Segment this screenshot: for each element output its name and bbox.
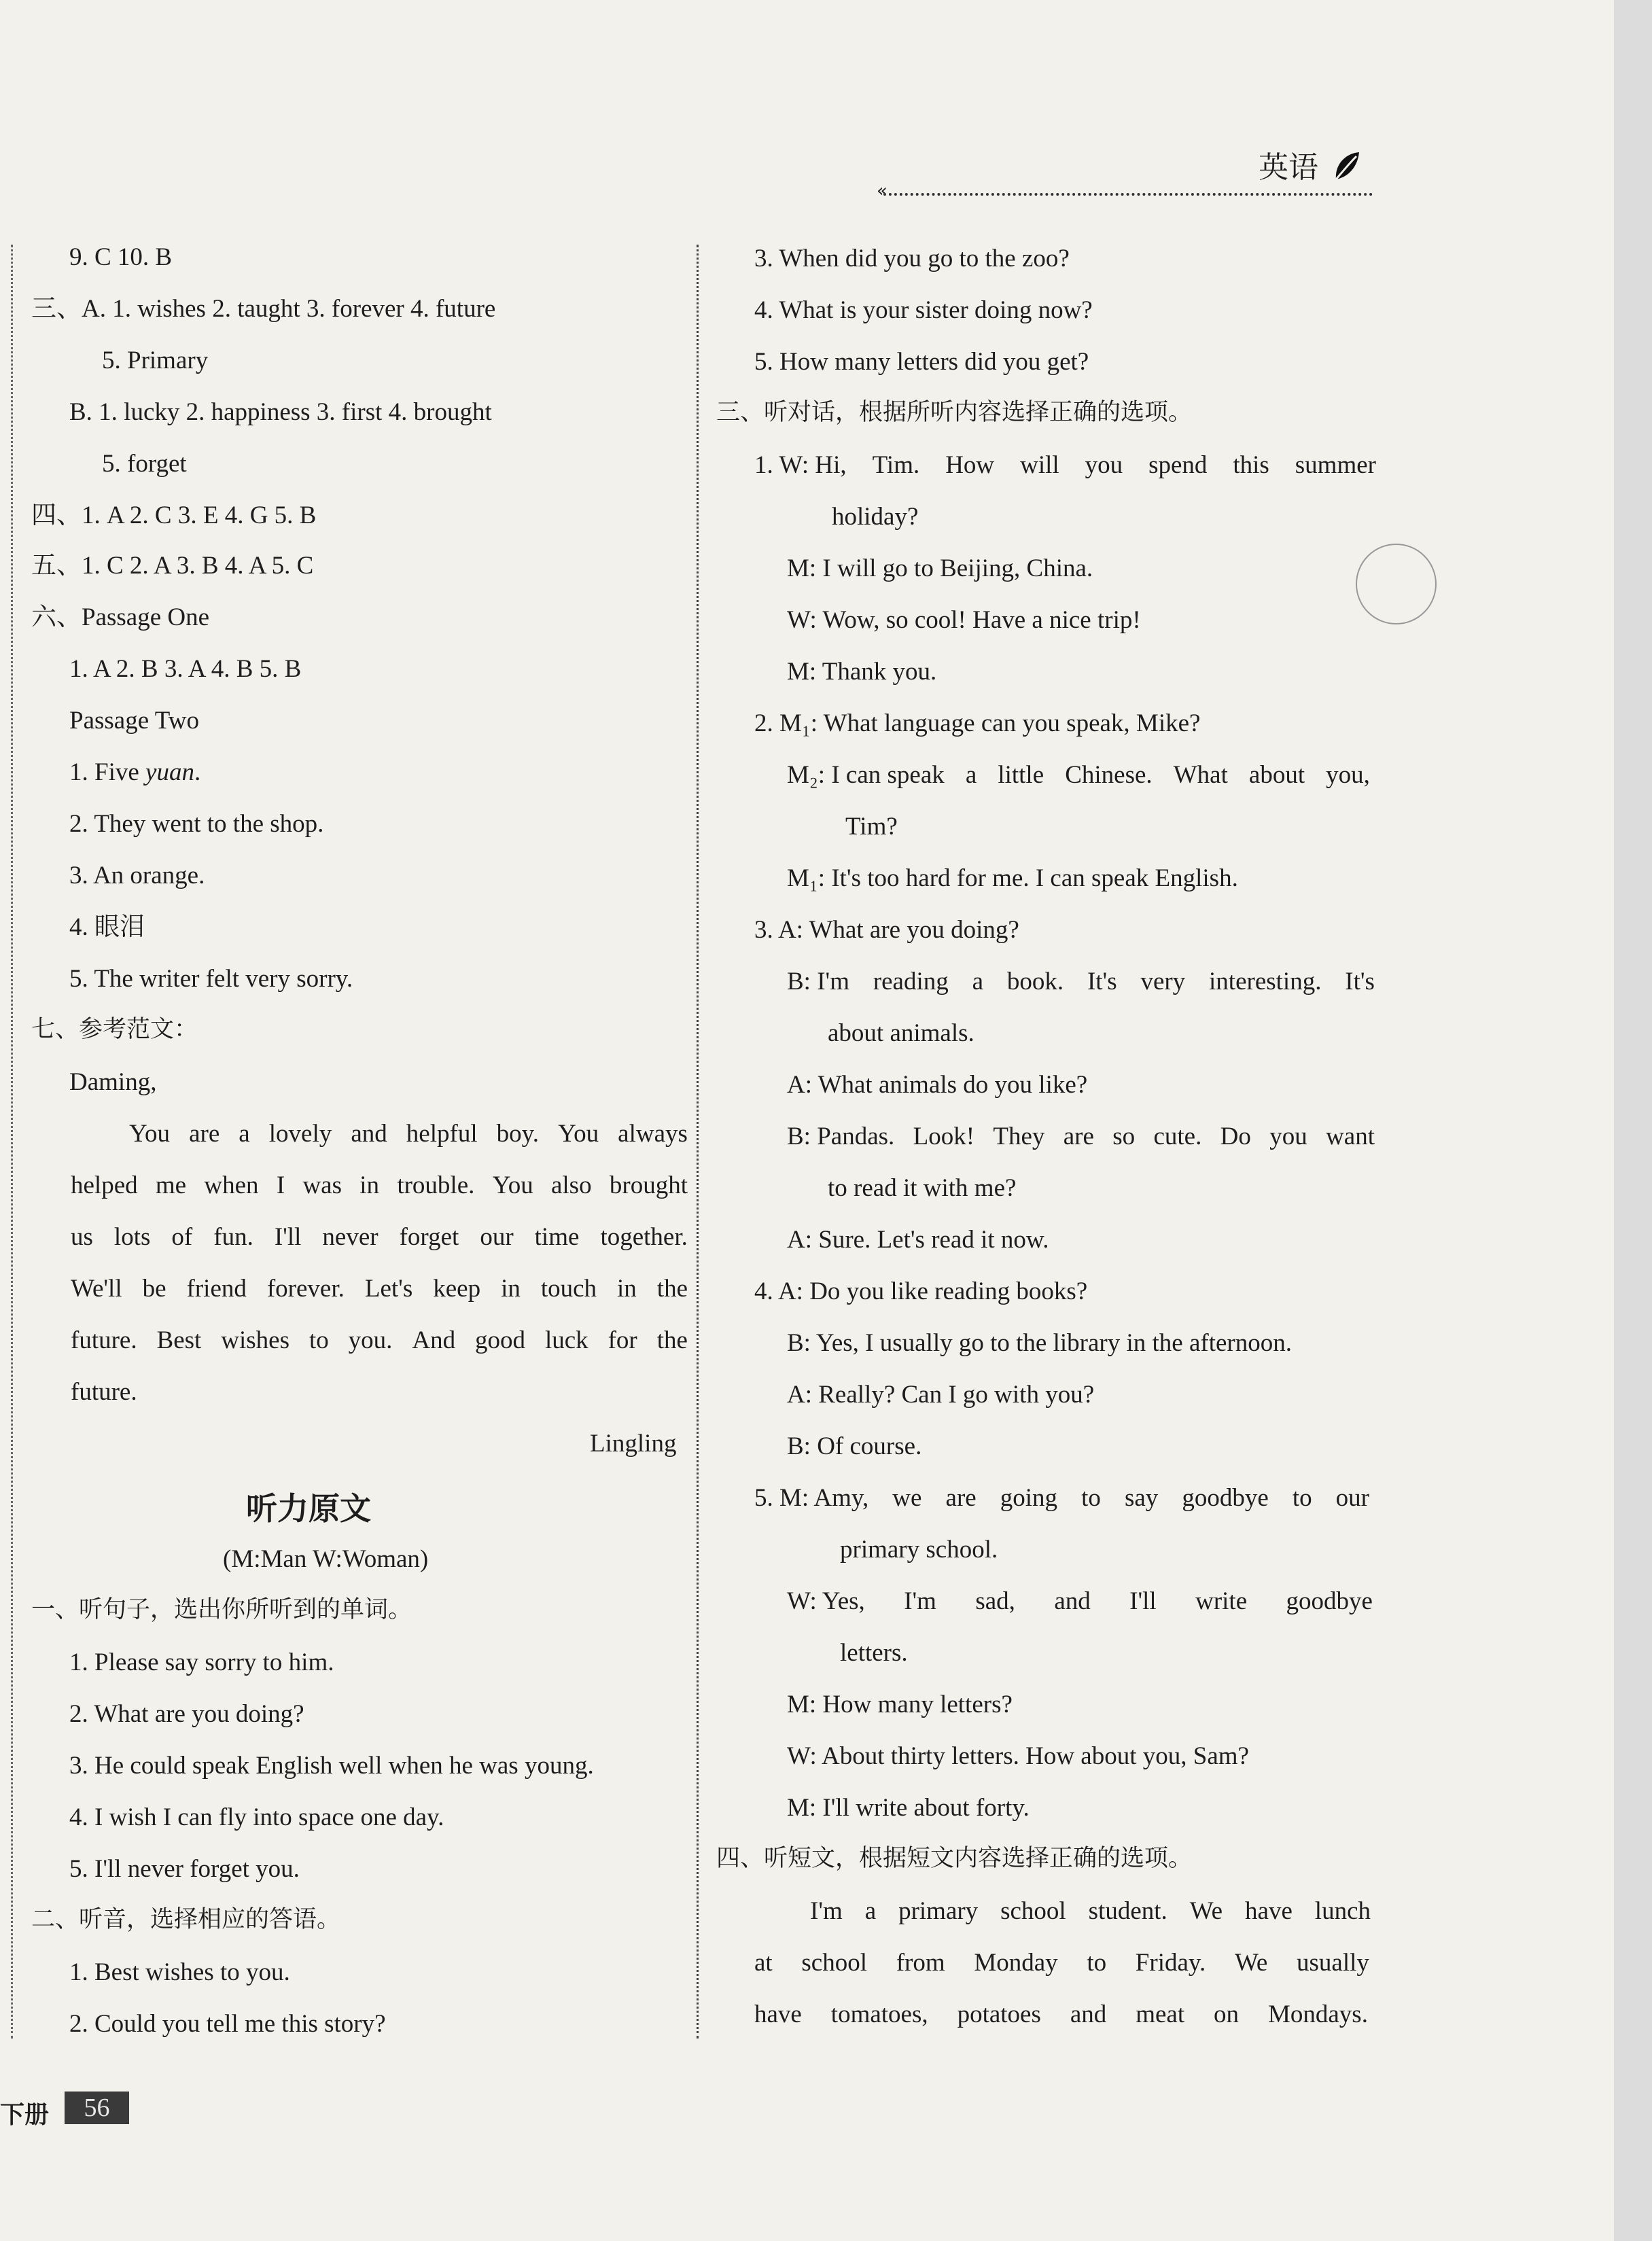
word: goodbye <box>1182 1484 1269 1512</box>
word: have <box>1245 1897 1293 1925</box>
word: Friday. <box>1135 1949 1206 1977</box>
word: a <box>864 1897 877 1925</box>
word: trouble. <box>397 1171 475 1199</box>
word: together. <box>600 1223 688 1251</box>
essay-line <box>71 1276 688 1301</box>
word: and <box>351 1120 387 1148</box>
answer-line: 四、1. A 2. C 3. E 4. G 5. B <box>31 501 317 529</box>
list-item: 1. Best wishes to you. <box>69 1958 290 1986</box>
essay-line <box>71 1173 688 1198</box>
dialogue-line: B: Of course. <box>787 1432 922 1460</box>
word: It's <box>1345 968 1375 995</box>
answer-text: 1. Five <box>69 758 146 786</box>
answer-line: 六、Passage One <box>31 603 210 631</box>
word: I'm <box>810 1897 843 1925</box>
word: to <box>1087 1949 1107 1977</box>
dialogue-line <box>754 453 1376 478</box>
word: friend <box>186 1275 247 1303</box>
part-heading: 四、听短文，根据短文内容选择正确的选项。 <box>716 1845 1193 1872</box>
word: a <box>965 761 977 789</box>
word: in <box>617 1275 637 1303</box>
volume-label: 下册 <box>0 2101 50 2129</box>
word: little <box>998 761 1044 789</box>
header-divider <box>883 193 1373 196</box>
word: the <box>656 1275 688 1303</box>
word: us <box>71 1223 93 1251</box>
word: We'll <box>71 1275 122 1303</box>
word: Tim. <box>872 451 920 479</box>
word: and <box>1054 1587 1091 1615</box>
word: write <box>1195 1587 1248 1615</box>
word: goodbye <box>1286 1587 1373 1615</box>
essay-line: future. <box>71 1378 137 1406</box>
word: me <box>155 1171 187 1199</box>
passage-line <box>754 1950 1369 1975</box>
word: so <box>1112 1123 1136 1150</box>
dialogue-line: 3. A: What are you doing? <box>754 916 1019 944</box>
dialogue-line: to read it with me? <box>828 1174 1017 1202</box>
answer-line: 5. Primary <box>102 347 209 374</box>
dialogue-line: primary school. <box>840 1536 998 1564</box>
signature: Lingling <box>590 1430 677 1458</box>
page-edge <box>1614 0 1652 2241</box>
answer-text: . <box>194 758 201 786</box>
speaker-legend: (M:Man W:Woman) <box>223 1545 429 1573</box>
answer-line: 4. 眼泪 <box>69 913 145 941</box>
word: potatoes <box>957 2000 1041 2028</box>
word: keep <box>433 1275 481 1303</box>
word: to <box>309 1326 329 1354</box>
word: are <box>945 1484 977 1512</box>
essay-line <box>71 1328 688 1353</box>
part-heading: 二、听音，选择相应的答语。 <box>31 1906 341 1933</box>
list-item: 5. I'll never forget you. <box>69 1855 300 1883</box>
word: wishes <box>221 1326 289 1354</box>
word: about <box>1248 761 1305 789</box>
word: I'll <box>1129 1587 1157 1615</box>
word: a <box>972 968 984 995</box>
word: never <box>322 1223 379 1251</box>
word: touch <box>540 1275 597 1303</box>
page-number: 56 <box>65 2092 129 2124</box>
word: We <box>1189 1897 1223 1925</box>
word: of <box>171 1223 193 1251</box>
word: our <box>1335 1484 1369 1512</box>
column-divider <box>697 245 699 2039</box>
list-item: 5. How many letters did you get? <box>754 348 1089 376</box>
word: I <box>276 1171 285 1199</box>
word: book. <box>1006 968 1064 995</box>
word: How <box>945 451 995 479</box>
word: boy. <box>496 1120 540 1148</box>
dialogue-line: W: About thirty letters. How about you, Sam? <box>787 1742 1249 1770</box>
word: lots <box>113 1223 151 1251</box>
word: in <box>359 1171 380 1199</box>
word: very <box>1140 968 1186 995</box>
answer-line: 三、A. 1. wishes 2. taught 3. forever 4. future <box>31 295 496 323</box>
word: M₂: I can speak <box>787 761 945 789</box>
word: 5. M: Amy, <box>754 1484 869 1512</box>
list-item: 3. He could speak English well when he was young. <box>69 1752 594 1780</box>
word: I'll <box>274 1223 302 1251</box>
word: summer <box>1295 451 1376 479</box>
word: W: Yes, <box>787 1587 865 1615</box>
word: for <box>608 1326 637 1354</box>
word: this <box>1233 451 1269 479</box>
word: student. <box>1088 1897 1167 1925</box>
word: B: I'm <box>787 968 849 995</box>
passage-line <box>810 1899 1371 1924</box>
word: lunch <box>1314 1897 1371 1925</box>
answer-line: 2. They went to the shop. <box>69 810 324 838</box>
word: It's <box>1087 968 1117 995</box>
dialogue-line: holiday? <box>832 503 919 531</box>
answer-line: 七、参考范文： <box>31 1016 198 1043</box>
word: on <box>1214 2000 1240 2028</box>
word: we <box>892 1484 922 1512</box>
dialogue-line: M: I'll write about forty. <box>787 1794 1030 1822</box>
list-item: 2. What are you doing? <box>69 1700 304 1728</box>
word: say <box>1124 1484 1159 1512</box>
word: going <box>1000 1484 1058 1512</box>
word: You <box>492 1171 533 1199</box>
word: Do <box>1220 1123 1251 1150</box>
word: meat <box>1136 2000 1185 2028</box>
word: also <box>550 1171 592 1199</box>
dialogue-line: W: Wow, so cool! Have a nice trip! <box>787 606 1141 634</box>
word: you <box>1269 1123 1307 1150</box>
word: Best <box>156 1326 202 1354</box>
word: usually <box>1297 1949 1369 1977</box>
answer-line: Daming, <box>69 1068 157 1096</box>
word: our <box>480 1223 514 1251</box>
word: Look! <box>913 1123 975 1150</box>
word: Chinese. <box>1065 761 1153 789</box>
list-item: 1. Please say sorry to him. <box>69 1648 334 1676</box>
answer-line <box>69 760 200 785</box>
word: have <box>754 2000 802 2028</box>
dialogue-line: Tim? <box>845 813 898 841</box>
word: to <box>1292 1484 1312 1512</box>
word: from <box>896 1949 945 1977</box>
word: the <box>656 1326 688 1354</box>
dialogue-line: A: Really? Can I go with you? <box>787 1381 1095 1409</box>
word: primary <box>898 1897 979 1925</box>
word: helpful <box>406 1120 478 1148</box>
dialogue-line: M: Thank you. <box>787 658 937 686</box>
word: Let's <box>364 1275 413 1303</box>
word: to <box>1081 1484 1101 1512</box>
answer-line: 3. An orange. <box>69 862 205 889</box>
dialogue-line: about animals. <box>828 1019 974 1047</box>
word: 1. W: Hi, <box>754 451 847 479</box>
answer-line: 5. forget <box>102 450 187 478</box>
essay-line <box>129 1121 688 1146</box>
answer-line: 5. The writer felt very sorry. <box>69 965 353 993</box>
word: forever. <box>266 1275 345 1303</box>
word: What <box>1173 761 1228 789</box>
left-margin-rule <box>11 245 13 2039</box>
part-heading: 三、听对话，根据所听内容选择正确的选项。 <box>716 399 1193 426</box>
essay-line <box>71 1224 688 1250</box>
word: You <box>129 1120 171 1148</box>
word: forget <box>399 1223 459 1251</box>
dialogue-line: M₁: It's too hard for me. I can speak English. <box>787 864 1238 892</box>
dialogue-line <box>787 1589 1373 1614</box>
word: be <box>142 1275 166 1303</box>
answer-line: Passage Two <box>69 707 199 735</box>
word: want <box>1326 1123 1375 1150</box>
word: are <box>1063 1123 1094 1150</box>
list-item: 2. Could you tell me this story? <box>69 2010 386 2038</box>
dialogue-line <box>787 1124 1375 1149</box>
word: B: Pandas. <box>787 1123 895 1150</box>
stamp-seal <box>1356 544 1437 624</box>
word: Monday <box>974 1949 1058 1977</box>
word: I'm <box>904 1587 936 1615</box>
word: you <box>1085 451 1123 479</box>
leaf-icon <box>1332 149 1362 183</box>
dialogue-line: A: What animals do you like? <box>787 1071 1088 1099</box>
dialogue-line: A: Sure. Let's read it now. <box>787 1226 1049 1254</box>
word: interesting. <box>1209 968 1322 995</box>
dialogue-line <box>754 1485 1369 1511</box>
word: school <box>801 1949 867 1977</box>
word: in <box>501 1275 521 1303</box>
word: fun. <box>213 1223 253 1251</box>
word: future. <box>71 1326 137 1354</box>
word: cute. <box>1153 1123 1202 1150</box>
word: And <box>412 1326 456 1354</box>
part-heading: 一、听句子，选出你所听到的单词。 <box>31 1596 412 1623</box>
word: We <box>1234 1949 1268 1977</box>
word: at <box>754 1949 773 1977</box>
dialogue-line <box>787 969 1375 994</box>
list-item: 3. When did you go to the zoo? <box>754 245 1070 272</box>
dialogue-line: 4. A: Do you like reading books? <box>754 1277 1088 1305</box>
dialogue-line: M: I will go to Beijing, China. <box>787 554 1093 582</box>
word: you. <box>348 1326 393 1354</box>
dialogue-line: B: Yes, I usually go to the library in the afternoon. <box>787 1329 1292 1357</box>
word: school <box>1000 1897 1066 1925</box>
passage-line <box>754 2002 1368 2027</box>
list-item: 4. What is your sister doing now? <box>754 296 1093 324</box>
word: spend <box>1148 451 1208 479</box>
word: tomatoes, <box>830 2000 928 2028</box>
list-item: 4. I wish I can fly into space one day. <box>69 1803 444 1831</box>
answer-line: 五、1. C 2. A 3. B 4. A 5. C <box>31 552 314 580</box>
word: luck <box>544 1326 588 1354</box>
word: helped <box>71 1171 138 1199</box>
section-title: 听力原文 <box>246 1490 371 1527</box>
word: lovely <box>268 1120 332 1148</box>
dialogue-line: letters. <box>840 1639 908 1667</box>
word: will <box>1020 451 1059 479</box>
chevron-icon: « <box>877 181 887 201</box>
word: good <box>475 1326 526 1354</box>
word: They <box>993 1123 1045 1150</box>
word: brought <box>609 1171 688 1199</box>
dialogue-line: 2. M₁: What language can you speak, Mike? <box>754 709 1201 737</box>
subject-title: 英语 <box>1259 150 1318 185</box>
word: You <box>558 1120 599 1148</box>
answer-line: 9. C 10. B <box>69 243 173 271</box>
answer-line: B. 1. lucky 2. happiness 3. first 4. brought <box>69 398 492 426</box>
word: when <box>204 1171 259 1199</box>
dialogue-line <box>787 762 1370 788</box>
word: time <box>534 1223 580 1251</box>
word: reading <box>873 968 949 995</box>
word: a <box>239 1120 250 1148</box>
answer-line: 1. A 2. B 3. A 4. B 5. B <box>69 655 302 683</box>
word: always <box>618 1120 688 1148</box>
word: was <box>302 1171 342 1199</box>
dialogue-line: M: How many letters? <box>787 1691 1013 1718</box>
word: you, <box>1326 761 1370 789</box>
word: and <box>1070 2000 1107 2028</box>
word: are <box>189 1120 220 1148</box>
word: Mondays. <box>1267 2000 1368 2028</box>
italic-word: yuan <box>145 758 194 786</box>
word: sad, <box>975 1587 1015 1615</box>
